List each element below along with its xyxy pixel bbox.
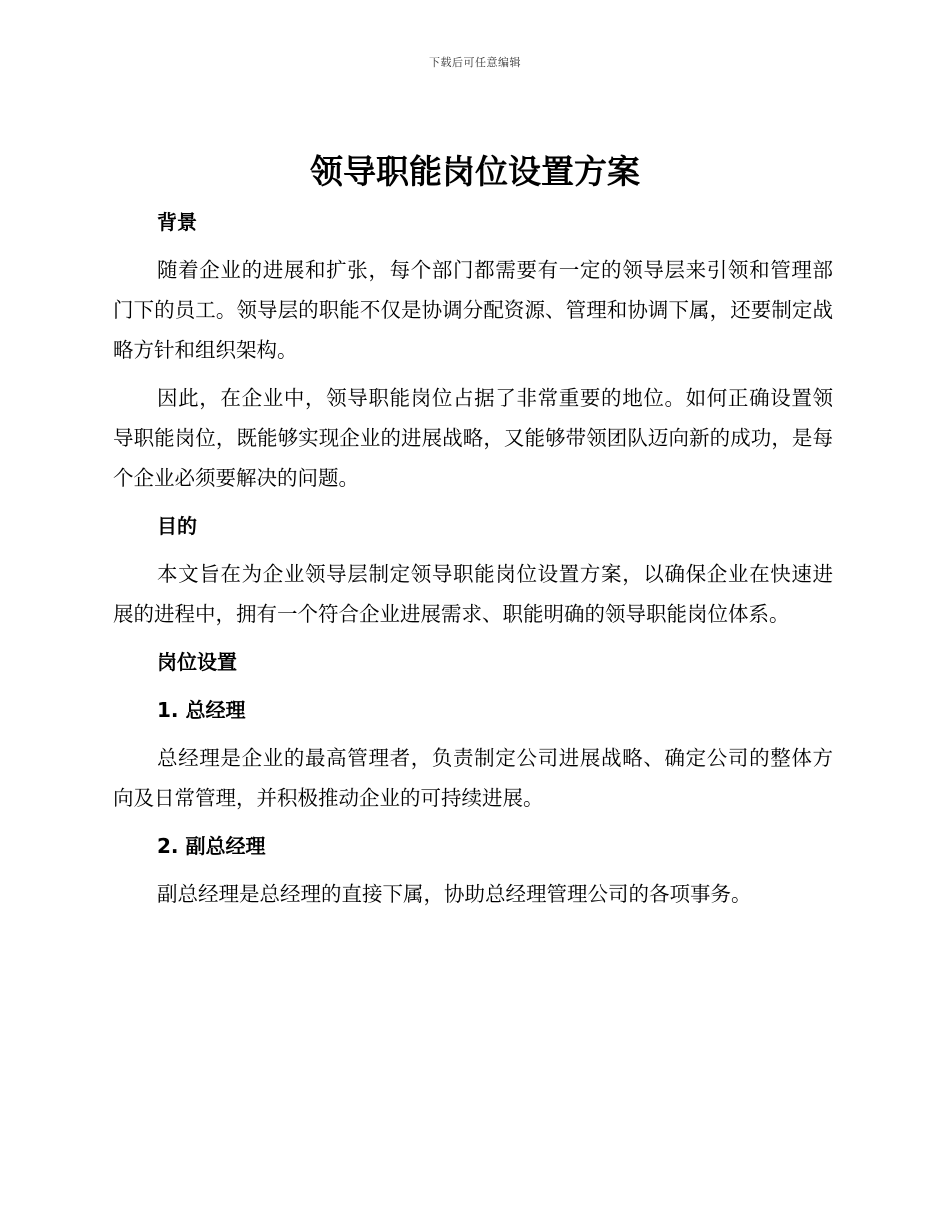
subheading-general-manager: 1. 总经理 [157, 698, 246, 722]
page-header-note: 下载后可任意编辑 [429, 56, 521, 69]
background-paragraph-1: 随着企业的进展和扩张，每个部门都需要有一定的领导层来引领和管理部门下的员工。领导层的职能不仅是协调分配资源、管理和协调下属，还要制定战略方针和组织架构。 [113, 258, 833, 362]
section-positions [113, 642, 833, 914]
section-heading-background: 背景 [157, 210, 197, 234]
document-body [113, 202, 833, 922]
document-title: 领导职能岗位设置方案 [310, 152, 640, 191]
general-manager-paragraph: 总经理是企业的最高管理者，负责制定公司进展战略、确定公司的整体方向及日常管理，并积极推动企业的可持续进展。 [113, 746, 833, 810]
deputy-general-manager-paragraph: 副总经理是总经理的直接下属，协助总经理管理公司的各项事务。 [157, 882, 752, 906]
subheading-deputy-general-manager: 2. 副总经理 [157, 834, 266, 858]
section-background [113, 202, 833, 498]
background-paragraph-2: 因此，在企业中，领导职能岗位占据了非常重要的地位。如何正确设置领导职能岗位，既能够实现企业的进展战略，又能够带领团队迈向新的成功，是每个企业必须要解决的问题。 [113, 386, 833, 490]
section-purpose [113, 506, 833, 634]
section-heading-positions: 岗位设置 [157, 650, 237, 674]
section-heading-purpose: 目的 [157, 514, 197, 538]
purpose-paragraph: 本文旨在为企业领导层制定领导职能岗位设置方案，以确保企业在快速进展的进程中，拥有一个符合企业进展需求、职能明确的领导职能岗位体系。 [113, 562, 833, 626]
